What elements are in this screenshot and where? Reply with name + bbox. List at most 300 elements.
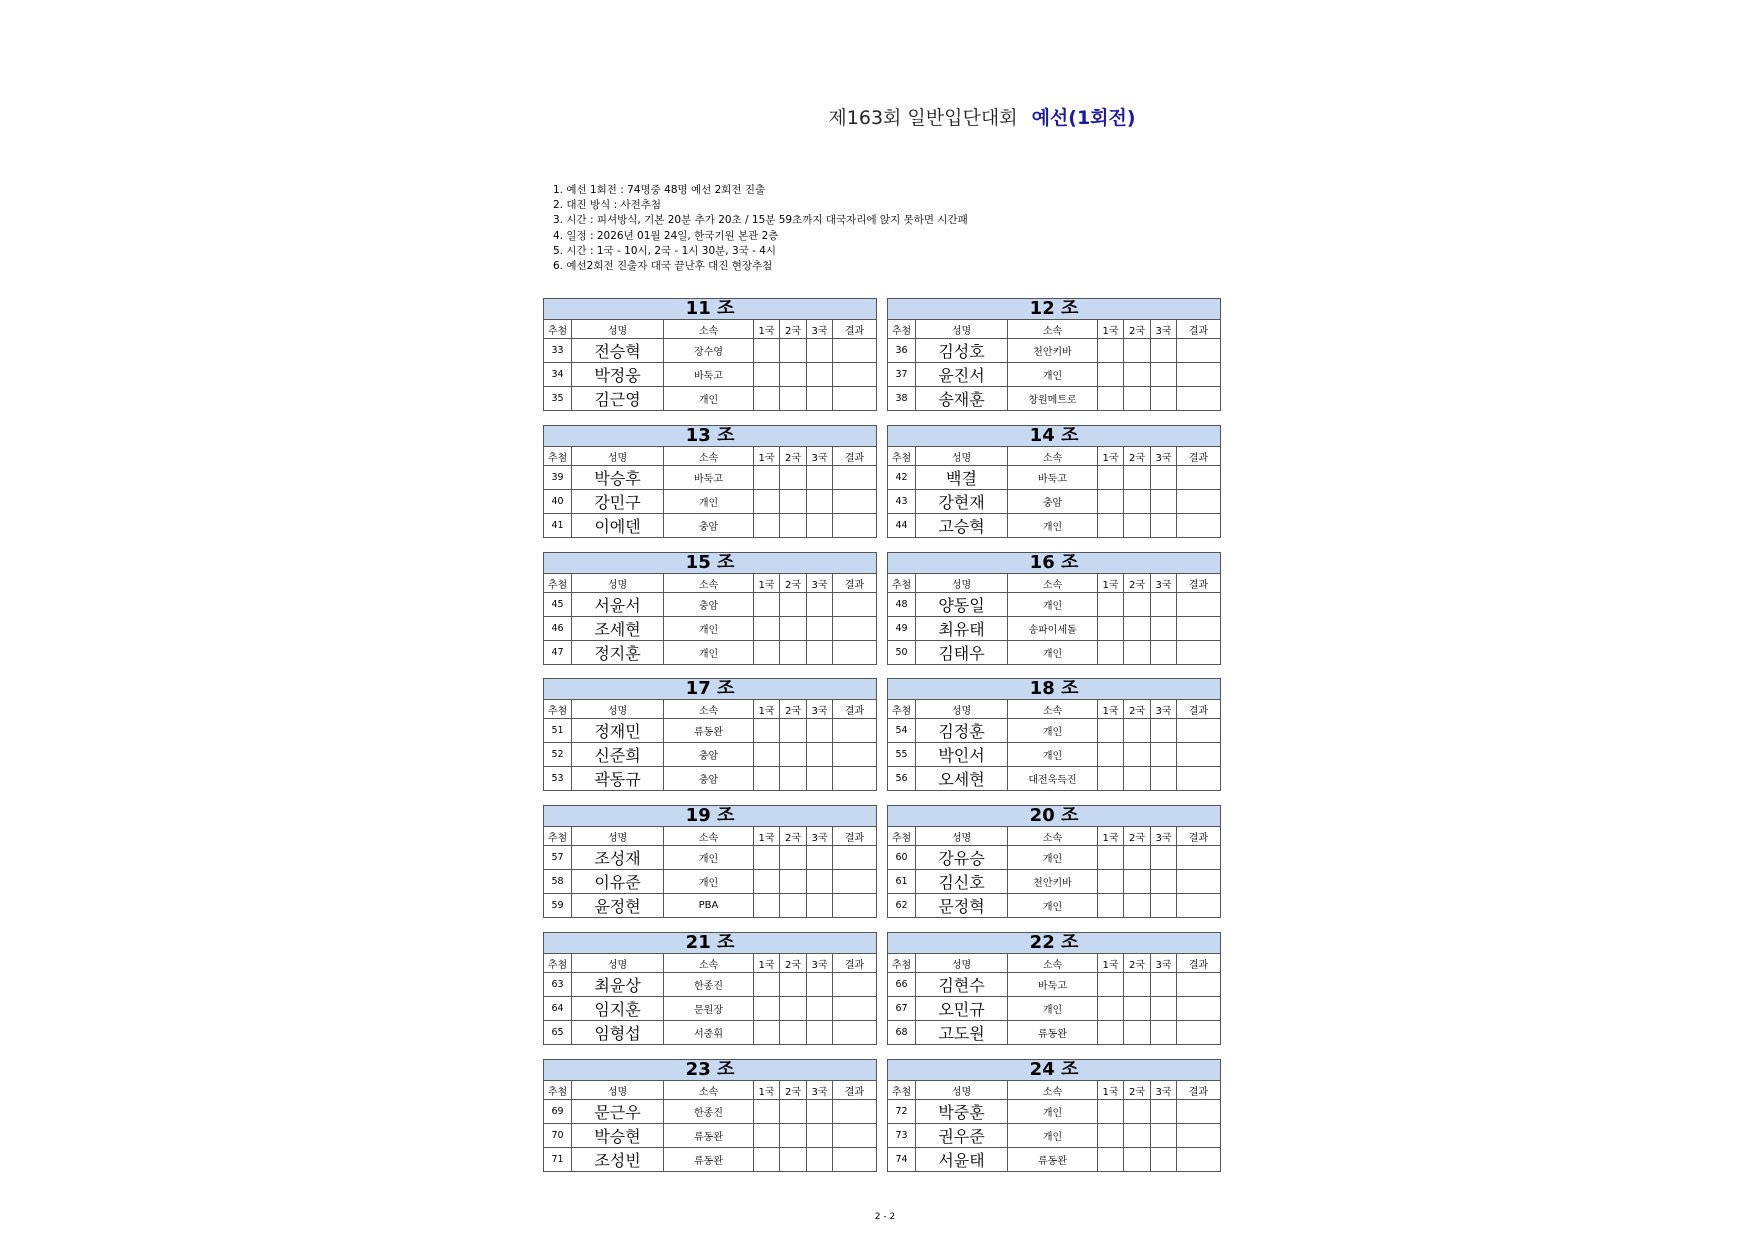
game-1-cell <box>754 593 780 617</box>
result-cell <box>1177 617 1221 641</box>
group-label: 18 조 <box>888 679 1221 700</box>
player-name: 최유태 <box>916 617 1008 641</box>
column-header-row <box>888 827 1221 846</box>
seed-number: 61 <box>888 870 916 894</box>
column-header-name: 성명 <box>572 320 664 339</box>
group-label: 12 조 <box>888 299 1221 320</box>
column-header-g1: 1국 <box>1098 1081 1124 1100</box>
table-row <box>888 514 1221 538</box>
game-1-cell <box>754 490 780 514</box>
result-cell <box>1177 743 1221 767</box>
game-2-cell <box>780 641 807 665</box>
group-grid <box>543 1059 877 1172</box>
result-cell <box>833 719 877 743</box>
table-row <box>544 363 877 387</box>
player-name: 고도원 <box>916 1021 1008 1045</box>
column-header-g1: 1국 <box>1098 700 1124 719</box>
player-affiliation: 개인 <box>1008 1124 1098 1148</box>
game-1-cell <box>1098 719 1124 743</box>
player-affiliation: 류동완 <box>1008 1148 1098 1172</box>
game-1-cell <box>754 1148 780 1172</box>
table-row <box>544 743 877 767</box>
group-label: 24 조 <box>888 1060 1221 1081</box>
player-affiliation: 개인 <box>664 387 754 411</box>
column-header-name: 성명 <box>572 700 664 719</box>
table-row <box>888 617 1221 641</box>
group-table <box>543 932 876 1045</box>
group-grid <box>543 552 877 665</box>
seed-number: 66 <box>888 973 916 997</box>
seed-number: 49 <box>888 617 916 641</box>
column-header-name: 성명 <box>916 954 1008 973</box>
player-affiliation: 천안키바 <box>1008 339 1098 363</box>
player-name: 임형섭 <box>572 1021 664 1045</box>
game-2-cell <box>780 617 807 641</box>
column-header-result: 결과 <box>1177 447 1221 466</box>
result-cell <box>833 514 877 538</box>
column-header-seed: 추첨 <box>544 827 572 846</box>
game-3-cell <box>1151 870 1177 894</box>
seed-number: 63 <box>544 973 572 997</box>
game-1-cell <box>754 870 780 894</box>
column-header-aff: 소속 <box>1008 574 1098 593</box>
seed-number: 59 <box>544 894 572 918</box>
page-title <box>105 104 1754 132</box>
column-header-g2: 2국 <box>1124 827 1151 846</box>
player-name: 조성빈 <box>572 1148 664 1172</box>
result-cell <box>833 997 877 1021</box>
game-1-cell <box>754 743 780 767</box>
group-grid <box>543 805 877 918</box>
game-2-cell <box>1124 719 1151 743</box>
game-2-cell <box>1124 973 1151 997</box>
column-header-row <box>888 700 1221 719</box>
column-header-g1: 1국 <box>754 447 780 466</box>
player-affiliation: 천안키바 <box>1008 870 1098 894</box>
column-header-seed: 추첨 <box>544 1081 572 1100</box>
column-header-g2: 2국 <box>1124 1081 1151 1100</box>
column-header-name: 성명 <box>916 320 1008 339</box>
column-header-g1: 1국 <box>1098 827 1124 846</box>
column-header-g2: 2국 <box>780 320 807 339</box>
game-3-cell <box>1151 1021 1177 1045</box>
column-header-row <box>888 447 1221 466</box>
column-header-result: 결과 <box>1177 827 1221 846</box>
table-row <box>544 339 877 363</box>
player-affiliation: 장수영 <box>664 339 754 363</box>
table-row <box>544 870 877 894</box>
seed-number: 54 <box>888 719 916 743</box>
game-3-cell <box>807 514 833 538</box>
game-1-cell <box>754 617 780 641</box>
result-cell <box>1177 1021 1221 1045</box>
game-2-cell <box>780 997 807 1021</box>
note-item: 6. 예선2회전 진출자 대국 끝난후 대진 현장추첨 <box>553 260 773 273</box>
column-header-result: 결과 <box>833 574 877 593</box>
game-2-cell <box>1124 870 1151 894</box>
column-header-row <box>544 1081 877 1100</box>
player-affiliation: 창원메트로 <box>1008 387 1098 411</box>
result-cell <box>833 973 877 997</box>
player-name: 강유승 <box>916 846 1008 870</box>
seed-number: 34 <box>544 363 572 387</box>
group-table <box>543 805 876 918</box>
game-2-cell <box>1124 1021 1151 1045</box>
game-3-cell <box>807 997 833 1021</box>
column-header-row <box>544 574 877 593</box>
seed-number: 55 <box>888 743 916 767</box>
seed-number: 51 <box>544 719 572 743</box>
table-row <box>544 846 877 870</box>
notes-list <box>553 183 968 274</box>
player-name: 신준희 <box>572 743 664 767</box>
player-name: 강현재 <box>916 490 1008 514</box>
seed-number: 36 <box>888 339 916 363</box>
game-3-cell <box>1151 894 1177 918</box>
result-cell <box>1177 846 1221 870</box>
column-header-name: 성명 <box>572 954 664 973</box>
column-header-aff: 소속 <box>1008 1081 1098 1100</box>
seed-number: 74 <box>888 1148 916 1172</box>
player-affiliation: 개인 <box>664 870 754 894</box>
game-3-cell <box>1151 973 1177 997</box>
group-grid <box>887 932 1221 1045</box>
column-header-seed: 추첨 <box>888 320 916 339</box>
column-header-result: 결과 <box>1177 1081 1221 1100</box>
table-row <box>888 973 1221 997</box>
table-row <box>544 719 877 743</box>
player-affiliation: 서중휘 <box>664 1021 754 1045</box>
player-name: 박승후 <box>572 466 664 490</box>
column-header-seed: 추첨 <box>544 320 572 339</box>
player-affiliation: 바둑고 <box>664 466 754 490</box>
seed-number: 65 <box>544 1021 572 1045</box>
result-cell <box>1177 767 1221 791</box>
group-label: 11 조 <box>544 299 877 320</box>
column-header-aff: 소속 <box>664 954 754 973</box>
game-2-cell <box>1124 743 1151 767</box>
game-1-cell <box>754 514 780 538</box>
column-header-row <box>544 827 877 846</box>
seed-number: 33 <box>544 339 572 363</box>
column-header-g3: 3국 <box>1151 320 1177 339</box>
seed-number: 48 <box>888 593 916 617</box>
group-table <box>887 298 1220 411</box>
column-header-row <box>888 574 1221 593</box>
column-header-result: 결과 <box>1177 954 1221 973</box>
game-2-cell <box>1124 894 1151 918</box>
game-1-cell <box>1098 1021 1124 1045</box>
note-item: 1. 예선 1회전 : 74명중 48명 예선 2회전 진출 <box>553 184 766 196</box>
column-header-g2: 2국 <box>780 700 807 719</box>
player-name: 강민구 <box>572 490 664 514</box>
page-number: 2 - 2 <box>874 1212 896 1222</box>
seed-number: 56 <box>888 767 916 791</box>
seed-number: 62 <box>888 894 916 918</box>
table-row <box>888 363 1221 387</box>
player-name: 전승혁 <box>572 339 664 363</box>
game-2-cell <box>780 1148 807 1172</box>
column-header-row <box>544 320 877 339</box>
game-1-cell <box>754 846 780 870</box>
player-affiliation: 류동완 <box>664 1148 754 1172</box>
game-1-cell <box>754 339 780 363</box>
seed-number: 37 <box>888 363 916 387</box>
seed-number: 53 <box>544 767 572 791</box>
result-cell <box>1177 466 1221 490</box>
game-3-cell <box>807 1148 833 1172</box>
game-3-cell <box>807 767 833 791</box>
player-affiliation: 개인 <box>1008 894 1098 918</box>
player-name: 이에덴 <box>572 514 664 538</box>
player-name: 문정혁 <box>916 894 1008 918</box>
player-affiliation: 충암 <box>1008 490 1098 514</box>
group-grid <box>543 932 877 1045</box>
player-affiliation: 개인 <box>664 846 754 870</box>
seed-number: 52 <box>544 743 572 767</box>
column-header-name: 성명 <box>572 827 664 846</box>
result-cell <box>833 1124 877 1148</box>
seed-number: 60 <box>888 846 916 870</box>
column-header-g1: 1국 <box>754 574 780 593</box>
player-affiliation: 충암 <box>664 514 754 538</box>
player-affiliation: 류동완 <box>664 1124 754 1148</box>
game-1-cell <box>1098 514 1124 538</box>
game-2-cell <box>1124 846 1151 870</box>
result-cell <box>1177 1100 1221 1124</box>
result-cell <box>833 894 877 918</box>
player-name: 박승현 <box>572 1124 664 1148</box>
column-header-result: 결과 <box>1177 320 1221 339</box>
group-grid <box>543 298 877 411</box>
column-header-g3: 3국 <box>807 954 833 973</box>
result-cell <box>833 1148 877 1172</box>
table-row <box>888 719 1221 743</box>
table-row <box>544 1100 877 1124</box>
player-name: 김정훈 <box>916 719 1008 743</box>
game-2-cell <box>1124 490 1151 514</box>
game-2-cell <box>1124 617 1151 641</box>
game-2-cell <box>780 514 807 538</box>
table-row <box>888 339 1221 363</box>
group-label: 19 조 <box>544 806 877 827</box>
game-2-cell <box>780 1021 807 1045</box>
group-label: 14 조 <box>888 426 1221 447</box>
result-cell <box>833 339 877 363</box>
player-affiliation: 충암 <box>664 767 754 791</box>
game-1-cell <box>754 466 780 490</box>
player-name: 정재민 <box>572 719 664 743</box>
result-cell <box>1177 719 1221 743</box>
column-header-g1: 1국 <box>1098 447 1124 466</box>
game-3-cell <box>807 743 833 767</box>
table-row <box>544 997 877 1021</box>
column-header-seed: 추첨 <box>544 447 572 466</box>
group-grid <box>543 678 877 791</box>
result-cell <box>833 466 877 490</box>
player-name: 최윤상 <box>572 973 664 997</box>
game-1-cell <box>754 973 780 997</box>
game-1-cell <box>754 641 780 665</box>
result-cell <box>833 1021 877 1045</box>
player-name: 서윤태 <box>916 1148 1008 1172</box>
player-affiliation: 한종진 <box>664 973 754 997</box>
seed-number: 35 <box>544 387 572 411</box>
game-2-cell <box>1124 387 1151 411</box>
game-1-cell <box>1098 870 1124 894</box>
seed-number: 50 <box>888 641 916 665</box>
column-header-g2: 2국 <box>1124 574 1151 593</box>
table-row <box>544 973 877 997</box>
player-affiliation: 대전욱득진 <box>1008 767 1098 791</box>
group-label: 17 조 <box>544 679 877 700</box>
seed-number: 47 <box>544 641 572 665</box>
column-header-g3: 3국 <box>1151 447 1177 466</box>
player-name: 서윤서 <box>572 593 664 617</box>
game-3-cell <box>1151 339 1177 363</box>
player-name: 문근우 <box>572 1100 664 1124</box>
column-header-g1: 1국 <box>754 320 780 339</box>
game-2-cell <box>780 743 807 767</box>
game-1-cell <box>754 719 780 743</box>
game-1-cell <box>1098 1124 1124 1148</box>
column-header-seed: 추첨 <box>888 1081 916 1100</box>
result-cell <box>833 1100 877 1124</box>
player-affiliation: 송파이세돌 <box>1008 617 1098 641</box>
game-1-cell <box>1098 466 1124 490</box>
column-header-aff: 소속 <box>1008 700 1098 719</box>
group-grid <box>887 552 1221 665</box>
player-affiliation: 개인 <box>664 490 754 514</box>
seed-number: 40 <box>544 490 572 514</box>
column-header-g3: 3국 <box>1151 954 1177 973</box>
seed-number: 69 <box>544 1100 572 1124</box>
table-row <box>544 514 877 538</box>
group-table <box>543 678 876 791</box>
column-header-g1: 1국 <box>754 827 780 846</box>
column-header-g3: 3국 <box>807 1081 833 1100</box>
player-affiliation: 개인 <box>664 617 754 641</box>
game-1-cell <box>1098 593 1124 617</box>
player-name: 양동일 <box>916 593 1008 617</box>
result-cell <box>833 641 877 665</box>
column-header-g2: 2국 <box>780 1081 807 1100</box>
game-1-cell <box>1098 617 1124 641</box>
player-affiliation: 개인 <box>664 641 754 665</box>
player-affiliation: 바둑고 <box>1008 466 1098 490</box>
player-name: 김신호 <box>916 870 1008 894</box>
column-header-row <box>888 954 1221 973</box>
table-row <box>888 767 1221 791</box>
group-label: 15 조 <box>544 553 877 574</box>
game-1-cell <box>1098 767 1124 791</box>
group-grid <box>887 805 1221 918</box>
column-header-g3: 3국 <box>807 320 833 339</box>
result-cell <box>1177 870 1221 894</box>
player-name: 백결 <box>916 466 1008 490</box>
column-header-name: 성명 <box>572 1081 664 1100</box>
game-1-cell <box>754 1021 780 1045</box>
seed-number: 68 <box>888 1021 916 1045</box>
game-1-cell <box>1098 641 1124 665</box>
column-header-aff: 소속 <box>664 447 754 466</box>
column-header-g1: 1국 <box>1098 320 1124 339</box>
table-row <box>888 1124 1221 1148</box>
column-header-result: 결과 <box>1177 700 1221 719</box>
game-3-cell <box>1151 743 1177 767</box>
result-cell <box>833 490 877 514</box>
result-cell <box>833 767 877 791</box>
game-2-cell <box>1124 767 1151 791</box>
game-1-cell <box>754 387 780 411</box>
game-3-cell <box>807 1100 833 1124</box>
column-header-g2: 2국 <box>780 447 807 466</box>
seed-number: 57 <box>544 846 572 870</box>
player-name: 권우준 <box>916 1124 1008 1148</box>
game-2-cell <box>1124 641 1151 665</box>
result-cell <box>1177 1124 1221 1148</box>
player-name: 김태우 <box>916 641 1008 665</box>
group-label: 22 조 <box>888 933 1221 954</box>
group-label: 23 조 <box>544 1060 877 1081</box>
note-item: 2. 대진 방식 : 사전추첨 <box>553 199 662 212</box>
player-affiliation: 개인 <box>1008 997 1098 1021</box>
player-affiliation: 충암 <box>664 593 754 617</box>
column-header-g3: 3국 <box>1151 574 1177 593</box>
group-table <box>543 552 876 665</box>
game-2-cell <box>1124 363 1151 387</box>
player-affiliation: 바둑고 <box>664 363 754 387</box>
column-header-seed: 추첨 <box>888 447 916 466</box>
player-name: 임지훈 <box>572 997 664 1021</box>
game-3-cell <box>807 1021 833 1045</box>
result-cell <box>1177 363 1221 387</box>
game-1-cell <box>754 1124 780 1148</box>
player-affiliation: 류동완 <box>1008 1021 1098 1045</box>
column-header-name: 성명 <box>916 574 1008 593</box>
game-3-cell <box>807 490 833 514</box>
game-2-cell <box>1124 593 1151 617</box>
game-3-cell <box>1151 617 1177 641</box>
column-header-g3: 3국 <box>1151 700 1177 719</box>
table-row <box>888 466 1221 490</box>
game-3-cell <box>1151 514 1177 538</box>
table-row <box>888 1100 1221 1124</box>
player-affiliation: 개인 <box>1008 641 1098 665</box>
column-header-result: 결과 <box>833 700 877 719</box>
column-header-aff: 소속 <box>664 320 754 339</box>
game-2-cell <box>780 339 807 363</box>
group-grid <box>887 678 1221 791</box>
group-label: 13 조 <box>544 426 877 447</box>
result-cell <box>1177 339 1221 363</box>
result-cell <box>833 617 877 641</box>
group-table <box>887 932 1220 1045</box>
result-cell <box>1177 490 1221 514</box>
column-header-row <box>888 320 1221 339</box>
game-1-cell <box>1098 387 1124 411</box>
game-3-cell <box>1151 1100 1177 1124</box>
game-2-cell <box>1124 1100 1151 1124</box>
note-item: 5. 시간 : 1국 - 10시, 2국 - 1시 30분, 3국 - 4시 <box>553 244 777 257</box>
game-1-cell <box>1098 894 1124 918</box>
group-table <box>887 678 1220 791</box>
player-name: 고승혁 <box>916 514 1008 538</box>
table-row <box>544 894 877 918</box>
result-cell <box>833 870 877 894</box>
column-header-name: 성명 <box>916 700 1008 719</box>
seed-number: 42 <box>888 466 916 490</box>
